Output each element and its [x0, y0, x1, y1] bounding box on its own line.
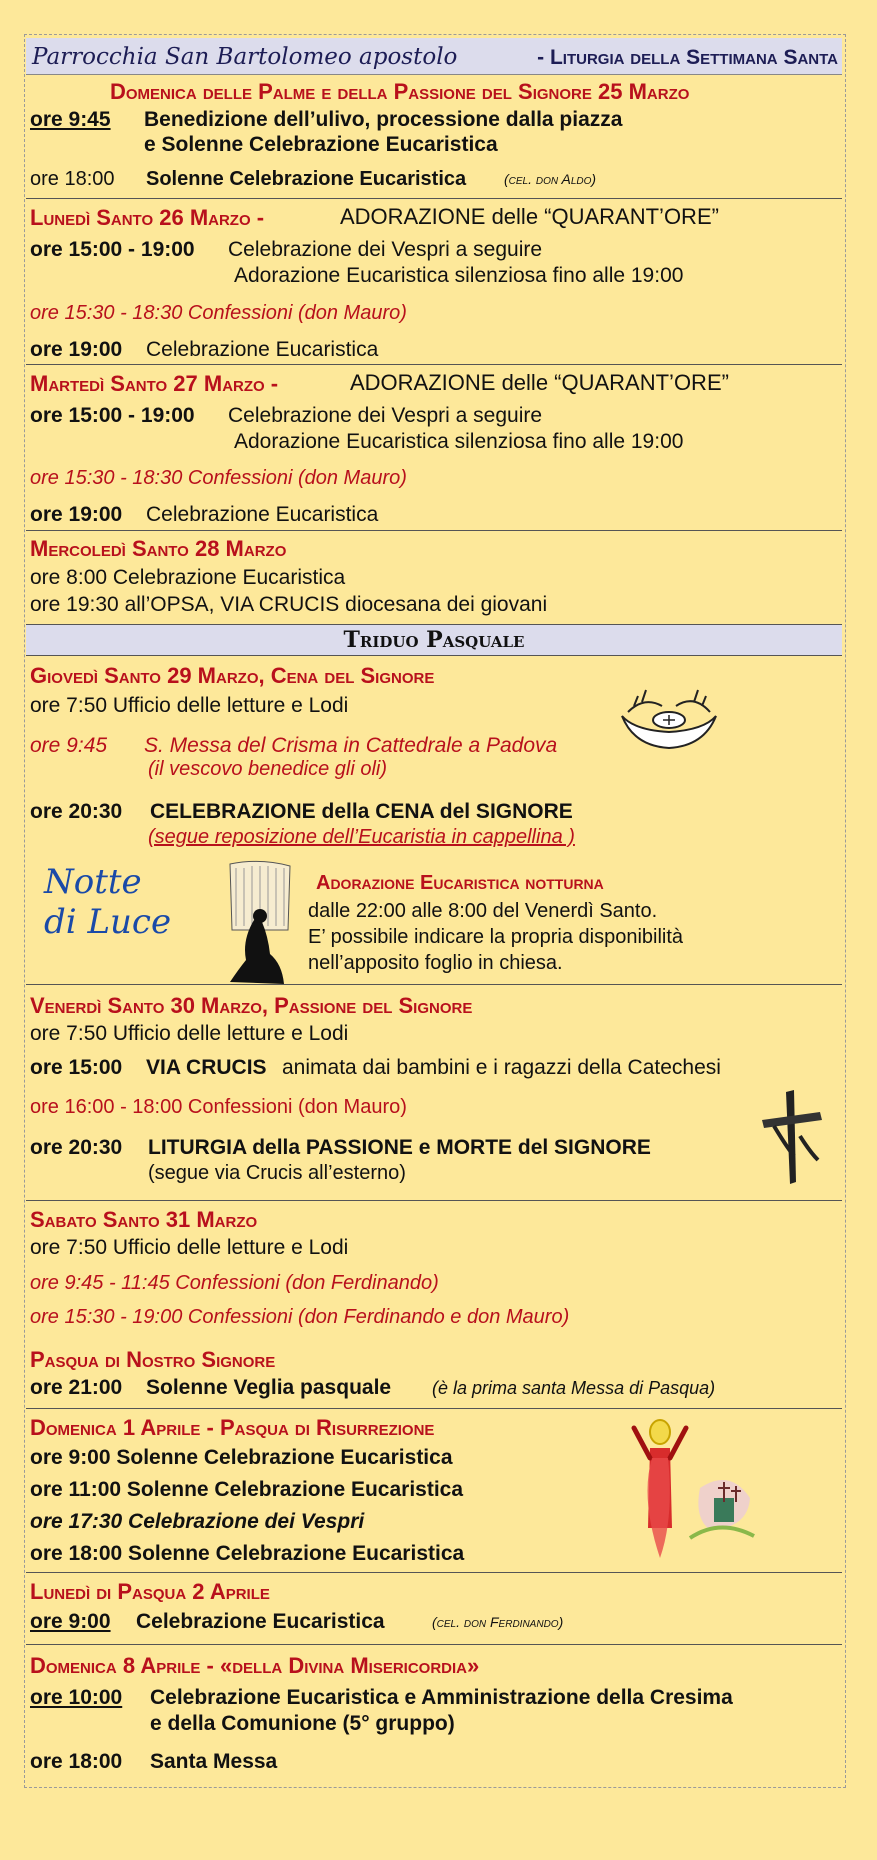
time-label: ore 20:30	[30, 1136, 123, 1159]
event-line: ore 7:50 Ufficio delle letture e Lodi	[30, 1022, 349, 1045]
page-title: - Liturgia della Settimana Santa	[537, 46, 838, 69]
notte-di-luce-logo: Notte di Luce	[44, 862, 172, 943]
event-text: Celebrazione Eucaristica e Amministrazione della Cresima	[150, 1686, 733, 1709]
time-label: ore 18:00	[30, 1750, 123, 1773]
tuesday-subheading: ADORAZIONE delle “QUARANT’ORE”	[350, 370, 729, 395]
divider	[26, 984, 842, 985]
easter-monday-heading: Lunedì di Pasqua 2 Aprile	[30, 1579, 270, 1604]
risen-christ-icon	[630, 1418, 760, 1568]
event-line: ore 7:50 Ufficio delle letture e Lodi	[30, 1236, 349, 1259]
event-text: CELEBRAZIONE della CENA del SIGNORE	[150, 800, 573, 823]
mercy-heading: Domenica 8 Aprile - «della Divina Misericordia»	[30, 1653, 480, 1678]
time-label: ore 19:00	[30, 338, 123, 361]
saturday-heading: Sabato Santo 31 Marzo	[30, 1207, 258, 1232]
praying-figure-icon	[224, 860, 294, 988]
time-label: ore 20:30	[30, 800, 123, 823]
event-note: (segue via Crucis all’esterno)	[148, 1162, 406, 1184]
event-text: S. Messa del Crisma in Cattedrale a Padova	[144, 734, 558, 757]
divider	[26, 530, 842, 531]
thursday-heading: Giovedì Santo 29 Marzo, Cena del Signore	[30, 663, 435, 688]
night-adoration-heading: Adorazione Eucaristica notturna	[316, 872, 604, 894]
event-text: Adorazione Eucaristica silenziosa fino alle 19:00	[234, 264, 684, 287]
divider	[26, 1200, 842, 1201]
parish-name: Parrocchia San Bartolomeo apostolo	[32, 44, 458, 70]
time-label: ore 10:00	[30, 1686, 123, 1709]
time-label: ore 21:00	[30, 1376, 123, 1399]
event-text: e Solenne Celebrazione Eucaristica	[144, 133, 498, 156]
time-label: ore 15:00 - 19:00	[30, 238, 195, 261]
time-label: ore 9:45	[30, 734, 108, 757]
easter-heading: Domenica 1 Aprile - Pasqua di Risurrezione	[30, 1415, 435, 1440]
confessions-line: ore 15:30 - 18:30 Confessioni (don Mauro)	[30, 302, 407, 324]
event-text: Solenne Veglia pasquale	[146, 1376, 392, 1399]
confessions-line: ore 15:30 - 18:30 Confessioni (don Mauro)	[30, 467, 407, 489]
monday-subheading: ADORAZIONE delle “QUARANT’ORE”	[340, 204, 719, 229]
triduo-banner	[26, 624, 842, 656]
event-text: VIA CRUCIS	[146, 1056, 267, 1079]
hands-host-icon	[614, 676, 724, 756]
event-text: e della Comunione (5° gruppo)	[150, 1712, 455, 1735]
wednesday-heading: Mercoledì Santo 28 Marzo	[30, 536, 287, 561]
event-text: animata dai bambini e i ragazzi della Catechesi	[282, 1056, 721, 1079]
event-text: Celebrazione dei Vespri a seguire	[228, 404, 543, 427]
time-label: ore 15:00 - 19:00	[30, 404, 195, 427]
confessions-line: ore 15:30 - 19:00 Confessioni (don Ferdinando e don Mauro)	[30, 1306, 570, 1328]
event-text: Celebrazione Eucaristica	[136, 1610, 385, 1633]
time-label: ore 9:00	[30, 1610, 111, 1633]
event-line: ore 11:00 Solenne Celebrazione Eucaristica	[30, 1478, 464, 1501]
night-line: dalle 22:00 alle 8:00 del Venerdì Santo.	[308, 900, 658, 922]
event-line: ore 8:00 Celebrazione Eucaristica	[30, 566, 346, 589]
event-text: Solenne Celebrazione Eucaristica	[146, 168, 467, 190]
event-line: ore 9:00 Solenne Celebrazione Eucaristica	[30, 1446, 453, 1469]
event-text: Benedizione dell’ulivo, processione dalla piazza	[144, 108, 623, 131]
event-line: ore 19:30 all’OPSA, VIA CRUCIS diocesana dei giovani	[30, 593, 548, 616]
time-label: ore 19:00	[30, 503, 123, 526]
night-line: nell’apposito foglio in chiesa.	[308, 952, 563, 974]
monday-heading: Lunedì Santo 26 Marzo -	[30, 205, 265, 230]
cross-icon	[756, 1086, 826, 1186]
divider	[26, 1572, 842, 1573]
event-note: (segue reposizione dell’Eucaristia in cappellina )	[148, 826, 575, 848]
time-label: ore 9:45	[30, 108, 111, 131]
event-text: Celebrazione Eucaristica	[146, 503, 379, 526]
celebrant-note: (cel. don Ferdinando)	[432, 1614, 564, 1630]
event-line: ore 17:30 Celebrazione dei Vespri	[30, 1510, 365, 1533]
event-text: LITURGIA della PASSIONE e MORTE del SIGNORE	[148, 1136, 651, 1159]
tuesday-heading: Martedì Santo 27 Marzo -	[30, 371, 279, 396]
celebrant-note: (cel. don Aldo)	[504, 171, 597, 187]
event-text: Celebrazione Eucaristica	[146, 338, 379, 361]
vigil-note: (è la prima santa Messa di Pasqua)	[432, 1378, 716, 1398]
divider	[26, 198, 842, 199]
confessions-line: ore 16:00 - 18:00 Confessioni (don Mauro)	[30, 1096, 407, 1118]
event-text: Celebrazione dei Vespri a seguire	[228, 238, 543, 261]
friday-heading: Venerdì Santo 30 Marzo, Passione del Signore	[30, 993, 473, 1018]
header-bar	[26, 38, 842, 75]
divider	[26, 1408, 842, 1409]
event-line: ore 7:50 Ufficio delle letture e Lodi	[30, 694, 349, 717]
event-text: Santa Messa	[150, 1750, 278, 1773]
event-text: (il vescovo benedice gli oli)	[148, 758, 388, 780]
triduo-title: Triduo Pasquale	[343, 627, 525, 653]
palm-sunday-heading: Domenica delle Palme e della Passione del Signore 25 Marzo	[110, 79, 690, 104]
vigil-heading: Pasqua di Nostro Signore	[30, 1347, 276, 1372]
divider	[26, 364, 842, 365]
confessions-line: ore 9:45 - 11:45 Confessioni (don Ferdinando)	[30, 1272, 439, 1294]
divider	[26, 1644, 842, 1645]
time-label: ore 15:00	[30, 1056, 123, 1079]
time-label: ore 18:00	[30, 168, 115, 190]
night-line: E’ possibile indicare la propria disponibilità	[308, 926, 684, 948]
event-line: ore 18:00 Solenne Celebrazione Eucaristica	[30, 1542, 465, 1565]
event-text: Adorazione Eucaristica silenziosa fino alle 19:00	[234, 430, 684, 453]
